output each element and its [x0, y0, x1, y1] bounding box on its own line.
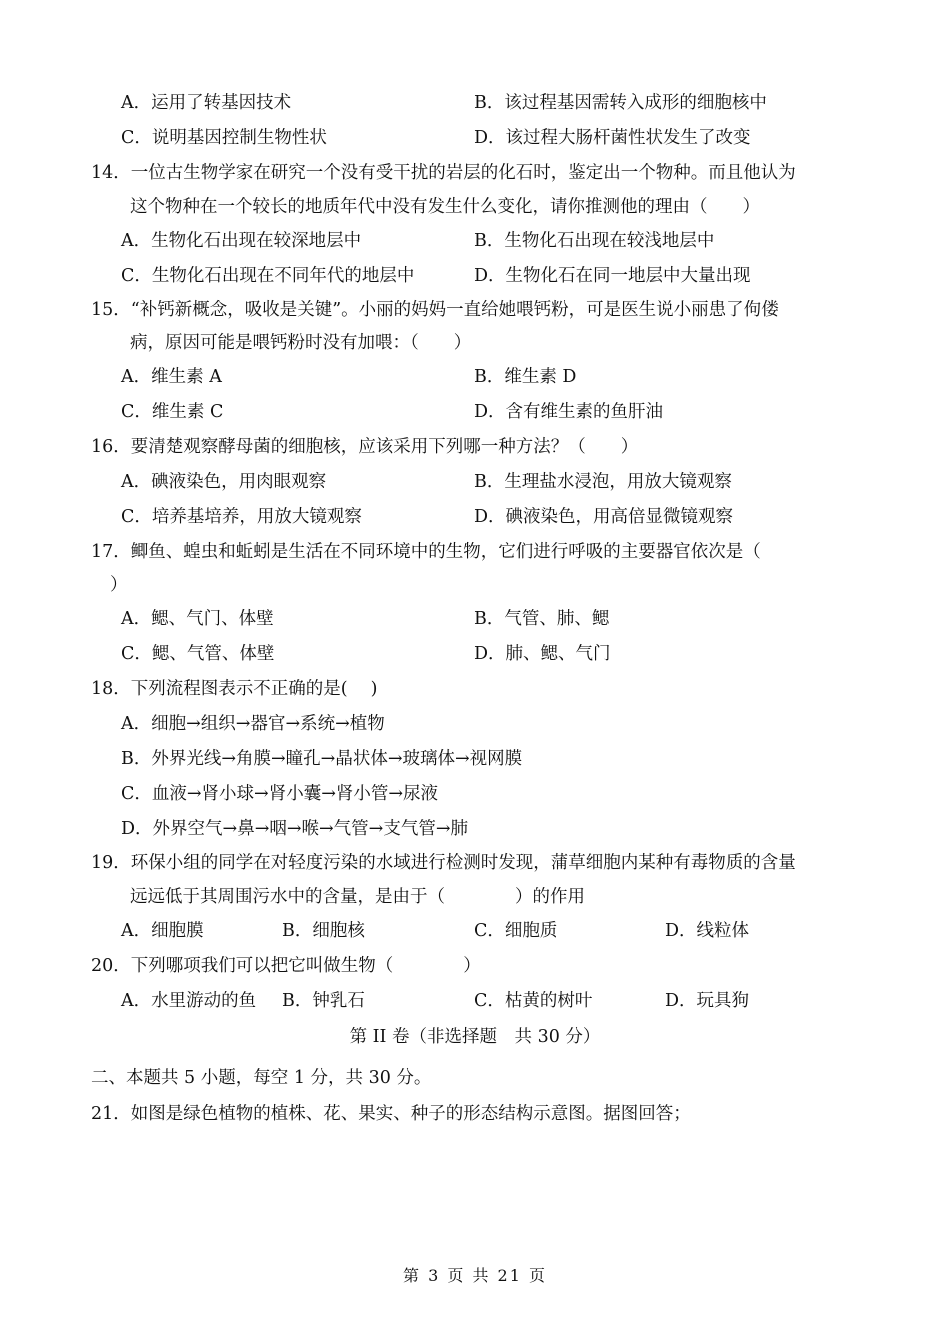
q20-option-b: B．钟乳石 [282, 991, 365, 1011]
q13-option-b: B．该过程基因需转入成形的细胞核中 [474, 93, 767, 113]
q21-stem: 21．如图是绿色植物的植株、花、果实、种子的形态结构示意图。据图回答； [91, 1104, 691, 1124]
q14-stem-line2: 这个物种在一个较长的地质年代中没有发生什么变化，请你推测他的理由（ ） [130, 197, 760, 217]
q15-option-a: A．维生素 A [121, 367, 222, 387]
q18-option-a: A．细胞→组织→器官→系统→植物 [121, 714, 385, 734]
q18-option-c: C．血液→肾小球→肾小囊→肾小管→尿液 [121, 784, 439, 804]
q16-option-d: D．碘液染色，用高倍显微镜观察 [474, 507, 734, 527]
q14-option-b: B．生物化石出现在较浅地层中 [474, 231, 715, 251]
q19-stem-line1: 19．环保小组的同学在对轻度污染的水域进行检测时发现，蒲草细胞内某种有毒物质的含量 [91, 853, 796, 873]
q15-stem-line1: 15．“补钙新概念，吸收是关键”。小丽的妈妈一直给她喂钙粉，可是医生说小丽患了佝偻 [91, 300, 779, 320]
q18-option-b: B．外界光线→角膜→瞳孔→晶状体→玻璃体→视网膜 [121, 749, 523, 769]
q20-stem: 20．下列哪项我们可以把它叫做生物（ ） [91, 956, 481, 976]
q14-option-d: D．生物化石在同一地层中大量出现 [474, 266, 751, 286]
q14-stem-line1: 14．一位古生物学家在研究一个没有受干扰的岩层的化石时，鉴定出一个物种。而且他认为 [91, 163, 796, 183]
q14-option-c: C．生物化石出现在不同年代的地层中 [121, 266, 415, 286]
q17-option-d: D．肺、鳃、气门 [474, 644, 611, 664]
q15-option-c: C．维生素 C [121, 402, 224, 422]
q17-stem-line2: ） [110, 575, 128, 595]
q18-option-d: D．外界空气→鼻→咽→喉→气管→支气管→肺 [121, 819, 469, 839]
q15-option-b: B．维生素 D [474, 367, 577, 387]
q16-option-a: A．碘液染色，用肉眼观察 [121, 472, 327, 492]
q19-option-a: A．细胞膜 [121, 921, 204, 941]
q17-option-b: B．气管、肺、鳃 [474, 609, 610, 629]
q15-stem-line2: 病，原因可能是喂钙粉时没有加喂：（ ） [130, 333, 472, 353]
q19-option-d: D．线粒体 [665, 921, 750, 941]
q20-option-a: A．水里游动的鱼 [121, 991, 257, 1011]
q19-option-c: C．细胞质 [474, 921, 558, 941]
q14-option-a: A．生物化石出现在较深地层中 [121, 231, 362, 251]
section-title: 第 II 卷（非选择题 共 30 分） [349, 1027, 601, 1047]
q16-stem: 16．要清楚观察酵母菌的细胞核，应该采用下列哪一种方法？（ ） [91, 437, 639, 457]
q18-stem: 18．下列流程图表示不正确的是( ) [91, 679, 378, 699]
q16-option-b: B．生理盐水浸泡，用放大镜观察 [474, 472, 732, 492]
q13-option-a: A．运用了转基因技术 [121, 93, 292, 113]
q19-stem-line2: 远远低于其周围污水中的含量，是由于（ ）的作用 [130, 887, 585, 907]
section-intro: 二、本题共 5 小题，每空 1 分，共 30 分。 [91, 1068, 432, 1088]
q17-option-c: C．鳃、气管、体壁 [121, 644, 275, 664]
q17-option-a: A．鳃、气门、体壁 [121, 609, 274, 629]
page-number-footer: 第 3 页 共 21 页 [403, 1266, 547, 1285]
q20-option-c: C．枯黄的树叶 [474, 991, 593, 1011]
q13-option-d: D．该过程大肠杆菌性状发生了改变 [474, 128, 751, 148]
q17-stem-line1: 17．鲫鱼、蝗虫和蚯蚓是生活在不同环境中的生物，它们进行呼吸的主要器官依次是（ [91, 542, 761, 562]
q13-option-c: C．说明基因控制生物性状 [121, 128, 327, 148]
q20-option-d: D．玩具狗 [665, 991, 750, 1011]
q19-option-b: B．细胞核 [282, 921, 365, 941]
q15-option-d: D．含有维生素的鱼肝油 [474, 402, 664, 422]
q16-option-c: C．培养基培养，用放大镜观察 [121, 507, 362, 527]
